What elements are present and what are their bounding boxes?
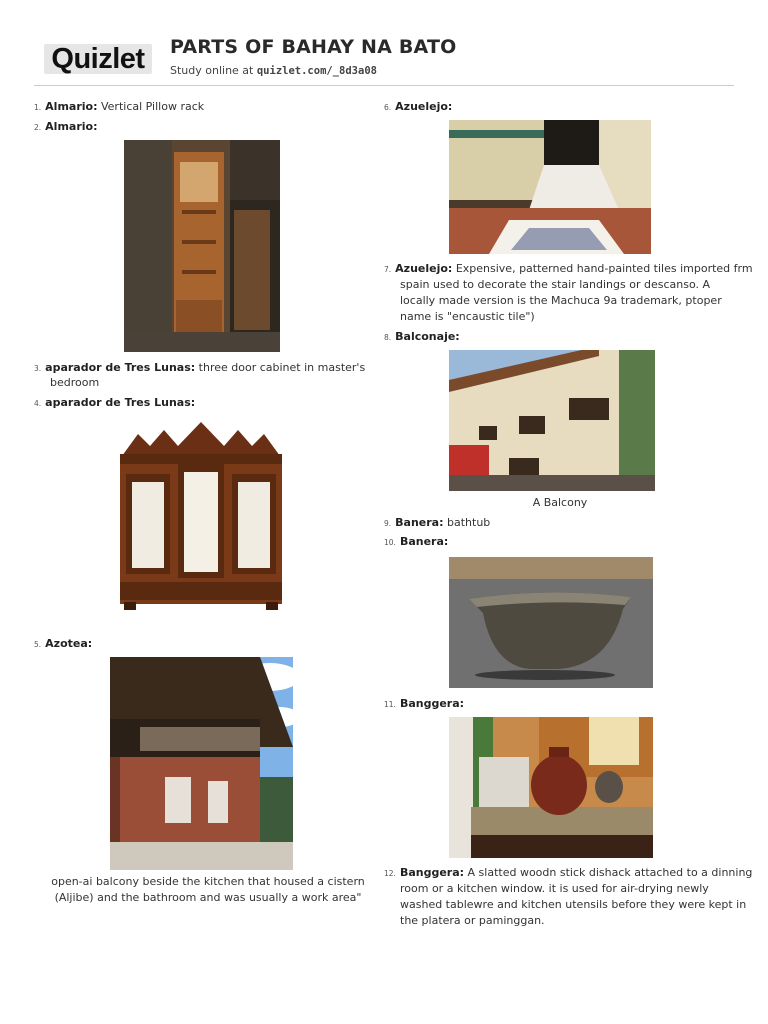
item-definition-continued: washed tablewre and kitchen utensils before they were kept in — [400, 898, 747, 911]
item-definition: three door cabinet in master's — [198, 361, 366, 374]
item-term: aparador de Tres Lunas: — [45, 361, 196, 374]
item-term: Azuelejo: — [395, 100, 453, 113]
list-item-2 — [34, 119, 97, 136]
balconaje-caption: A Balcony — [532, 496, 588, 509]
item-term: Almario: — [45, 120, 98, 133]
study-online-line — [170, 64, 377, 77]
item-number: 10. — [384, 538, 396, 547]
item-definition-continued: the platera or paminggan. — [400, 914, 545, 927]
item-number: 11. — [384, 700, 396, 709]
study-prefix: Study online at — [170, 64, 254, 77]
list-item-5 — [34, 636, 92, 653]
item-term: Almario: — [45, 100, 98, 113]
list-item-9 — [384, 515, 490, 532]
list-item-11 — [384, 696, 464, 713]
item-definition: bathtub — [447, 516, 491, 529]
item-number: 7. — [384, 265, 392, 274]
azotea-image — [110, 657, 293, 870]
item-number: 9. — [384, 519, 392, 528]
item-term: Banggera: — [399, 866, 465, 879]
item-definition-continued: spain used to decorate the stair landings or descanso. A — [400, 278, 711, 291]
azuelejo-image — [449, 120, 651, 254]
item-definition-continued: name is "encaustic tile") — [400, 310, 535, 323]
banggera-image — [449, 717, 653, 858]
study-url-link[interactable]: quizlet.com/_8d3a08 — [256, 65, 377, 77]
item-number: 3. — [34, 364, 42, 373]
quizlet-logo[interactable]: Quizlet — [44, 44, 152, 74]
banera-image — [449, 557, 653, 688]
item-number: 2. — [34, 123, 42, 132]
item-number: 6. — [384, 103, 392, 112]
list-item-12 — [384, 865, 752, 882]
item-term: aparador de Tres Lunas: — [45, 396, 196, 409]
item-definition-continued: room or a kitchen window. it is used for air-drying newly — [400, 882, 709, 895]
item-definition: Expensive, patterned hand-painted tiles imported frm — [455, 262, 753, 275]
item-term: Banggera: — [399, 697, 465, 710]
item-term: Azotea: — [45, 637, 93, 650]
page-header — [0, 0, 768, 88]
list-item-4 — [34, 395, 195, 412]
page-title: PARTS OF BAHAY NA BATO — [170, 36, 457, 58]
item-definition: Vertical Pillow rack — [100, 100, 205, 113]
balconaje-image — [449, 350, 655, 491]
azotea-caption-line-1: open-ai balcony beside the kitchen that housed a cistern — [51, 875, 365, 888]
item-term: Banera: — [399, 535, 449, 548]
list-item-1 — [34, 99, 204, 116]
item-term: Balconaje: — [395, 330, 460, 343]
azotea-caption-line-2: (Aljibe) and the bathroom and was usually a work area" — [54, 891, 362, 904]
item-definition-continued: locally made version is the Machuca 9a trademark, ptoper — [400, 294, 722, 307]
item-term: Banera: — [395, 516, 444, 529]
item-number: 12. — [384, 869, 396, 878]
list-item-7 — [384, 261, 753, 278]
aparador-image — [108, 416, 294, 616]
item-number: 1. — [34, 103, 42, 112]
item-number: 5. — [34, 640, 42, 649]
item-term: Azuelejo: — [395, 262, 453, 275]
almario-image — [124, 140, 280, 352]
list-item-10 — [384, 534, 448, 551]
list-item-6 — [384, 99, 452, 116]
header-divider — [34, 85, 734, 86]
list-item-8 — [384, 329, 460, 346]
item-definition: A slatted woodn stick dishack attached to a dinning — [467, 866, 753, 879]
item-number: 8. — [384, 333, 392, 342]
item-definition-continued: bedroom — [50, 376, 100, 389]
item-number: 4. — [34, 399, 42, 408]
